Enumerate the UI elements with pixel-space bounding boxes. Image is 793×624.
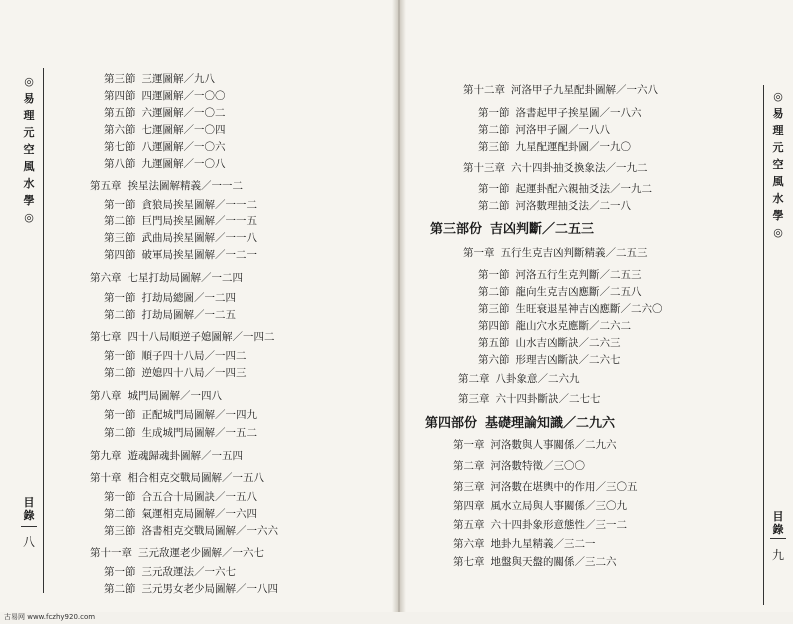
toc-entry xyxy=(104,158,226,171)
toc-entry-title: 五行生克吉凶判斷精義／二五三 xyxy=(500,247,648,259)
toc-entry-title: 龍山穴水克應斷／二六二 xyxy=(515,320,631,332)
toc-entry-label: 第四章 xyxy=(453,500,485,512)
toc-entry xyxy=(430,222,594,238)
toc-entry-title: 貪狼局挨星圖解／一一二 xyxy=(141,199,257,211)
toc-entry xyxy=(90,180,243,193)
toc-entry-label: 第一章 xyxy=(463,247,495,259)
toc-entry xyxy=(104,583,278,596)
toc-entry xyxy=(104,199,257,212)
right-page-number: 九 xyxy=(771,548,784,562)
toc-entry-label: 第一節 xyxy=(104,350,136,362)
toc-entry-label: 第七節 xyxy=(104,141,136,153)
toc-entry-title: 氣運相克局圖解／一六四 xyxy=(141,508,257,520)
toc-entry-title: 形理吉凶斷訣／二六七 xyxy=(515,354,621,366)
toc-entry-title: 河洛數特徵／三〇〇 xyxy=(490,460,585,472)
toc-entry-title: 八卦象意／二六九 xyxy=(495,373,580,385)
toc-entry xyxy=(104,350,247,363)
toc-entry-label: 第十章 xyxy=(90,472,122,484)
toc-entry-label: 第二節 xyxy=(104,367,136,379)
left-margin-rule xyxy=(43,68,44,593)
toc-entry-label: 第四節 xyxy=(104,90,136,102)
toc-entry-label: 第一節 xyxy=(478,269,510,281)
toc-entry-title: 龍向生克吉凶應斷／二五八 xyxy=(515,286,642,298)
right-section-label: 目錄 xyxy=(772,510,784,536)
toc-entry-label: 第三節 xyxy=(104,232,136,244)
toc-entry xyxy=(104,409,257,422)
toc-entry-title: 洛書相克交戰局圖解／一六六 xyxy=(141,525,278,537)
toc-entry xyxy=(104,525,278,538)
toc-entry-label: 第一節 xyxy=(478,107,510,119)
toc-entry xyxy=(104,73,215,86)
toc-entry-label: 第十一章 xyxy=(90,547,132,559)
toc-entry xyxy=(453,500,627,513)
toc-entry-title: 七運圖解／一〇四 xyxy=(141,124,226,136)
toc-entry-label: 第三章 xyxy=(453,481,485,493)
toc-entry-label: 第六章 xyxy=(453,538,485,550)
toc-entry-label: 第二節 xyxy=(104,427,136,439)
toc-entry-title: 六十四卦斷訣／二七七 xyxy=(495,393,601,405)
toc-entry-label: 第二節 xyxy=(478,200,510,212)
toc-entry-title: 基礎理論知識／二九六 xyxy=(485,416,616,431)
toc-entry xyxy=(90,272,243,285)
toc-entry-title: 八運圖解／一〇六 xyxy=(141,141,226,153)
toc-entry-title: 生成城門局圖解／一五二 xyxy=(141,427,257,439)
toc-entry xyxy=(478,337,621,350)
toc-entry xyxy=(104,249,257,262)
toc-entry-label: 第二節 xyxy=(104,583,136,595)
toc-entry xyxy=(453,460,585,473)
toc-entry xyxy=(90,450,243,463)
toc-entry-title: 六運圖解／一〇二 xyxy=(141,107,226,119)
toc-entry-title: 九運圖解／一〇八 xyxy=(141,158,226,170)
toc-entry xyxy=(478,354,621,367)
footer-watermark: 古易网 www.fczhy920.com xyxy=(4,613,96,621)
left-section-label: 目錄 xyxy=(23,496,35,522)
toc-entry xyxy=(453,439,617,452)
toc-entry xyxy=(463,162,648,175)
toc-entry-title: 地卦九星精義／三二一 xyxy=(490,538,596,550)
toc-entry-label: 第一章 xyxy=(453,439,485,451)
toc-entry xyxy=(104,232,257,245)
toc-entry-label: 第三部份 xyxy=(430,222,483,237)
toc-entry-label: 第二節 xyxy=(104,508,136,520)
toc-entry xyxy=(453,538,596,551)
toc-entry-title: 打劫局圖解／一二五 xyxy=(141,309,236,321)
toc-entry xyxy=(90,390,222,403)
toc-entry xyxy=(478,303,663,316)
toc-entry-title: 河洛數與人事關係／二九六 xyxy=(490,439,617,451)
toc-entry-title: 遊魂歸魂卦圖解／一五四 xyxy=(127,450,243,462)
toc-entry-title: 武曲局挨星圖解／一一八 xyxy=(141,232,257,244)
toc-entry xyxy=(478,141,631,154)
toc-entry-title: 正配城門局圖解／一四九 xyxy=(141,409,257,421)
toc-entry xyxy=(104,427,257,440)
toc-entry-title: 四運圖解／一〇〇 xyxy=(141,90,226,102)
right-margin-divider xyxy=(770,538,786,539)
toc-entry-title: 三元敌運法／一六七 xyxy=(141,566,236,578)
toc-entry xyxy=(458,373,580,386)
toc-entry-title: 地盤與天盤的關係／三二六 xyxy=(490,556,617,568)
toc-entry xyxy=(104,309,236,322)
left-running-title: ◎易理元空風水學◎ xyxy=(23,75,35,224)
toc-entry-label: 第五章 xyxy=(90,180,122,192)
right-running-title: ◎易理元空風水學◎ xyxy=(772,90,784,239)
toc-entry-title: 三元敌運老少圖解／一六七 xyxy=(138,547,264,559)
toc-entry xyxy=(104,292,236,305)
toc-entry xyxy=(104,215,257,228)
toc-entry xyxy=(478,286,642,299)
toc-entry-label: 第三章 xyxy=(458,393,490,405)
toc-entry xyxy=(104,367,247,380)
toc-entry xyxy=(425,416,615,432)
toc-entry-label: 第六章 xyxy=(90,272,122,284)
toc-entry-title: 三元男女老少局圖解／一八四 xyxy=(141,583,278,595)
toc-entry-label: 第六節 xyxy=(478,354,510,366)
toc-entry-title: 風水立局與人事關係／三〇九 xyxy=(490,500,627,512)
toc-entry xyxy=(90,547,264,560)
toc-entry-label: 第三節 xyxy=(104,525,136,537)
toc-entry xyxy=(453,519,627,532)
toc-entry xyxy=(478,107,642,120)
toc-entry-label: 第二節 xyxy=(478,286,510,298)
toc-entry xyxy=(478,124,610,137)
toc-entry-title: 七星打劫局圖解／一二四 xyxy=(127,272,243,284)
left-page-number: 八 xyxy=(22,535,35,549)
toc-entry-label: 第二節 xyxy=(104,309,136,321)
toc-entry-title: 河洛甲子圖／一八八 xyxy=(515,124,610,136)
toc-entry xyxy=(104,107,226,120)
toc-entry-title: 洛書起甲子挨星圖／一八六 xyxy=(515,107,642,119)
toc-entry xyxy=(478,183,652,196)
toc-entry-title: 河洛數理抽爻法／二一八 xyxy=(515,200,631,212)
toc-entry-title: 三運圖解／九八 xyxy=(141,73,215,85)
toc-entry-label: 第七章 xyxy=(90,331,122,343)
toc-entry-label: 第七章 xyxy=(453,556,485,568)
toc-entry-title: 打劫局總圖／一二四 xyxy=(141,292,236,304)
toc-entry xyxy=(463,84,658,97)
toc-entry-title: 相合相克交戰局圖解／一五八 xyxy=(127,472,264,484)
toc-entry-label: 第八節 xyxy=(104,158,136,170)
toc-entry xyxy=(104,566,236,579)
toc-entry-label: 第五章 xyxy=(453,519,485,531)
toc-entry-label: 第十三章 xyxy=(463,162,505,174)
toc-entry-label: 第一節 xyxy=(104,409,136,421)
toc-entry-title: 起運卦配六親抽爻法／一九二 xyxy=(515,183,652,195)
right-margin-rule xyxy=(763,85,764,605)
toc-entry-title: 六十四卦象形意態性／三一二 xyxy=(490,519,627,531)
toc-entry-label: 第二節 xyxy=(478,124,510,136)
toc-entry-label: 第三節 xyxy=(104,73,136,85)
toc-entry-label: 第十二章 xyxy=(463,84,505,96)
toc-entry xyxy=(104,508,257,521)
toc-entry-title: 挨星法圖解精義／一一二 xyxy=(127,180,243,192)
toc-entry xyxy=(104,124,226,137)
toc-entry-label: 第三節 xyxy=(478,141,510,153)
toc-entry-label: 第四部份 xyxy=(425,416,478,431)
toc-entry-label: 第四節 xyxy=(104,249,136,261)
toc-entry-label: 第二節 xyxy=(104,215,136,227)
toc-entry-title: 生旺衰退星神吉凶應斷／二六〇 xyxy=(515,303,663,315)
left-margin-divider xyxy=(21,526,37,527)
toc-entry xyxy=(90,331,275,344)
toc-entry-title: 河洛甲子九星配卦圖解／一六八 xyxy=(511,84,658,96)
toc-entry-title: 六十四卦抽爻換象法／一九二 xyxy=(511,162,648,174)
toc-entry-label: 第一節 xyxy=(104,566,136,578)
toc-entry-label: 第二章 xyxy=(453,460,485,472)
toc-entry-title: 九星配運配卦圖／一九〇 xyxy=(515,141,631,153)
book-gutter xyxy=(392,0,406,612)
toc-entry xyxy=(463,247,648,260)
toc-entry-label: 第一節 xyxy=(104,491,136,503)
toc-entry-label: 第二章 xyxy=(458,373,490,385)
toc-entry xyxy=(458,393,601,406)
toc-entry-title: 順子四十八局／一四二 xyxy=(141,350,247,362)
toc-entry-title: 河洛五行生克判斷／二五三 xyxy=(515,269,642,281)
toc-entry-label: 第一節 xyxy=(104,292,136,304)
toc-entry-title: 吉凶判斷／二五三 xyxy=(490,222,595,237)
toc-entry-label: 第四節 xyxy=(478,320,510,332)
toc-entry-label: 第九章 xyxy=(90,450,122,462)
toc-entry-title: 破軍局挨星圖解／一二一 xyxy=(141,249,257,261)
toc-entry-label: 第一節 xyxy=(104,199,136,211)
toc-entry-label: 第五節 xyxy=(104,107,136,119)
toc-entry-title: 山水吉凶斷訣／二六三 xyxy=(515,337,621,349)
toc-entry xyxy=(104,90,226,103)
toc-entry-title: 城門局圖解／一四八 xyxy=(127,390,222,402)
toc-entry xyxy=(453,481,638,494)
toc-entry-label: 第六節 xyxy=(104,124,136,136)
toc-entry-title: 巨門局挨星圖解／一一五 xyxy=(141,215,257,227)
toc-entry-label: 第一節 xyxy=(478,183,510,195)
toc-entry-title: 逆媳四十八局／一四三 xyxy=(141,367,247,379)
toc-entry-label: 第五節 xyxy=(478,337,510,349)
toc-entry xyxy=(104,141,226,154)
toc-entry-title: 河洛數在堪輿中的作用／三〇五 xyxy=(490,481,638,493)
toc-entry-title: 合五合十局圖訣／一五八 xyxy=(141,491,257,503)
toc-entry-label: 第三節 xyxy=(478,303,510,315)
toc-entry xyxy=(478,200,631,213)
toc-entry xyxy=(478,269,642,282)
toc-entry xyxy=(453,556,617,569)
toc-entry xyxy=(90,472,264,485)
toc-entry xyxy=(478,320,631,333)
toc-entry-title: 四十八局順逆子媳圖解／一四二 xyxy=(127,331,275,343)
toc-entry-label: 第八章 xyxy=(90,390,122,402)
toc-entry xyxy=(104,491,257,504)
